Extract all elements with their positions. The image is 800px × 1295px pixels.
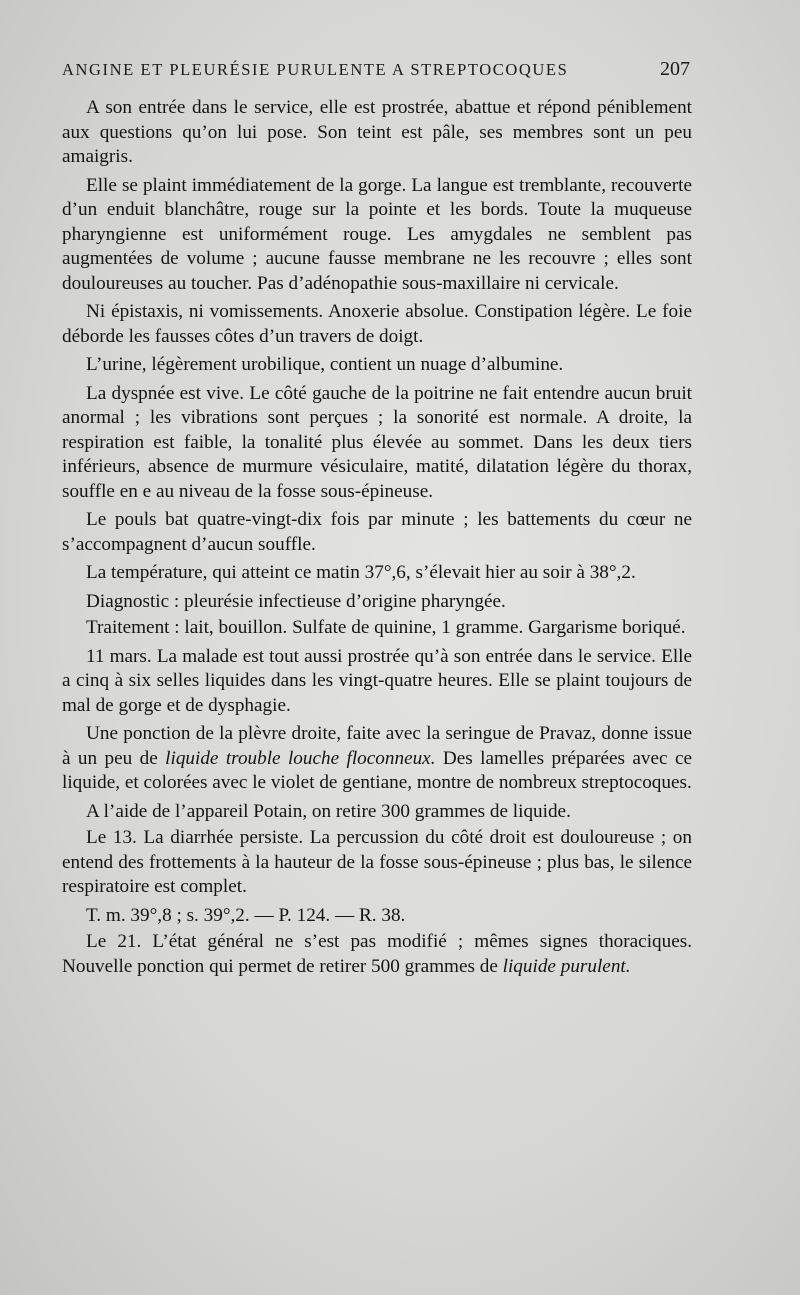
paragraph-4: L’urine, légèrement urobilique, contient un nuage d’albumine. xyxy=(86,354,564,375)
paragraph-11-italic: liquide trouble louche floconneux. xyxy=(165,747,436,769)
paragraph-8: Diagnostic : pleurésie infectieuse d’origine pharyngée. xyxy=(86,590,506,612)
paragraph-15-start: Le 21. L’état général ne s’est pas modifié ; mêmes signes thoraciques. Nouvelle ponction qui permet de retirer 500 grammes de xyxy=(62,931,692,977)
paragraph-2: Elle se plaint immédiatement de la gorge. La langue est tremblante, recouverte d’un enduit blanchâtre, rouge sur la pointe et les bords. Toute la muqueuse pharyngienne est uniformément rouge. Les amygdales ne semblent pas augmentées de volume ; aucune fausse membrane ne les recouvre ; elles sont douloureuses au toucher. Pas d’adénopathie sous-maxillaire ni cervicale. xyxy=(62,174,692,294)
paragraph-6: Le pouls bat quatre-vingt-dix fois par minute ; les battements du cœur ne s’accompagnent d’aucun souffle. xyxy=(62,509,692,555)
paragraph-5: La dyspnée est vive. Le côté gauche de la poitrine ne fait entendre aucun bruit anormal ; les vibrations sont perçues ; la sonorité est normale. A droite, la respiration est faible, la tonalité plus élevée au sommet. Dans les deux tiers inférieurs, absence de murmure vésiculaire, matité, dilatation légère du thorax, souffle en e au niveau de la fosse sous-épineuse. xyxy=(62,382,692,502)
paragraph-9: Traitement : lait, bouillon. Sulfate de quinine, 1 gramme. Gargarisme boriqué. xyxy=(86,617,686,638)
paragraph-1: A son entrée dans le service, elle est prostrée, abattue et répond péniblement aux questions qu’on lui pose. Son teint est pâle, ses membres sont un peu amaigris. xyxy=(62,97,692,167)
page-header xyxy=(62,58,690,81)
page-number: 207 xyxy=(660,58,690,80)
paragraph-11-end: Des lamelles préparées avec ce liquide, et colorées avec le violet de gentiane, montre de nombreux streptocoques. xyxy=(62,747,692,793)
paragraph-14: T. m. 39°,8 ; s. 39°,2. — P. 124. — R. 38. xyxy=(86,904,406,926)
running-title: ANGINE ET PLEURÉSIE PURULENTE A STREPTOCOQUES xyxy=(62,60,569,79)
body-text xyxy=(62,96,692,983)
paragraph-15 xyxy=(62,930,692,979)
paragraph-10: 11 mars. La malade est tout aussi prostrée qu’à son entrée dans le service. Elle a cinq à six selles liquides dans les vingt-quatre heures. Elle se plaint toujours de mal de gorge et de dysphagie. xyxy=(62,645,692,716)
paragraph-15-italic: liquide purulent. xyxy=(502,955,631,977)
paragraph-3: Ni épistaxis, ni vomissements. Anoxerie absolue. Constipation légère. Le foie déborde les fausses côtes d’un travers de doigt. xyxy=(62,301,692,347)
paragraph-7: La température, qui atteint ce matin 37°,6, s’élevait hier au soir à 38°,2. xyxy=(86,562,636,583)
paragraph-11-start: Une ponction de la plèvre droite, faite avec la seringue de Pravaz, donne issue à un peu de xyxy=(62,723,692,769)
paragraph-12: A l’aide de l’appareil Potain, on retire 300 grammes de liquide. xyxy=(86,800,571,822)
paragraph-11 xyxy=(62,722,692,796)
paragraph-13: Le 13. La diarrhée persiste. La percussion du côté droit est douloureuse ; on entend des frottements à la hauteur de la fosse sous-épineuse ; plus bas, le silence respiratoire est complet. xyxy=(62,827,692,897)
